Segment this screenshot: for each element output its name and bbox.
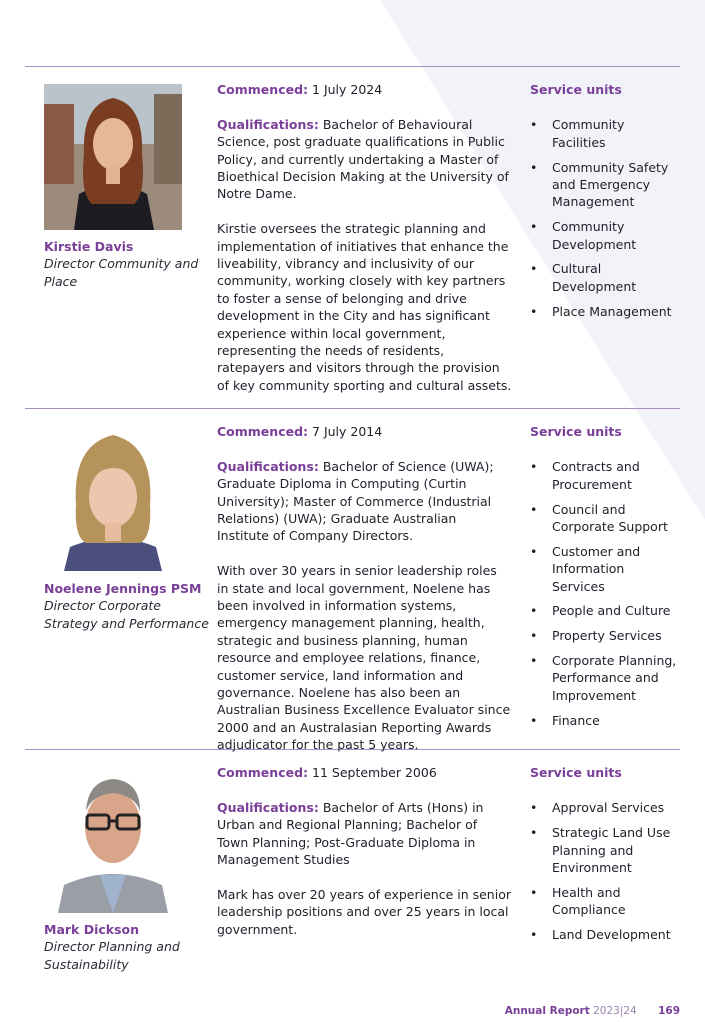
service-units-heading: Service units bbox=[530, 82, 622, 97]
profile-details bbox=[217, 423, 512, 771]
service-unit-item: • People and Culture bbox=[530, 602, 680, 619]
person-name: Kirstie Davis bbox=[44, 239, 134, 254]
profile-details bbox=[217, 81, 512, 412]
qualifications-label: Qualifications: bbox=[217, 458, 319, 474]
profile-details bbox=[217, 764, 512, 955]
service-unit-item: • Council and Corporate Support bbox=[530, 501, 680, 536]
qualifications-label: Qualifications: bbox=[217, 799, 319, 815]
bio-text: Mark has over 20 years of experience in senior leadership positions and over 25 years in local government. bbox=[217, 886, 511, 937]
service-unit-item: • Contracts and Procurement bbox=[530, 458, 680, 493]
page-number: 169 bbox=[658, 1005, 680, 1017]
commenced-date: 7 July 2014 bbox=[312, 424, 383, 439]
service-unit-item: • Strategic Land Use Planning and Environment bbox=[530, 824, 680, 876]
service-units bbox=[530, 423, 680, 736]
commenced-date: 11 September 2006 bbox=[312, 765, 437, 780]
qualifications-label: Qualifications: bbox=[217, 116, 319, 132]
service-unit-item: • Community Facilities bbox=[530, 116, 680, 151]
service-unit-item: • Community Development bbox=[530, 218, 680, 253]
service-unit-item: • Land Development bbox=[530, 926, 680, 943]
commenced-date: 1 July 2024 bbox=[312, 82, 383, 97]
portrait-photo bbox=[44, 767, 182, 913]
service-unit-item: • Cultural Development bbox=[530, 260, 680, 295]
divider bbox=[25, 66, 680, 67]
service-unit-item: • Approval Services bbox=[530, 799, 680, 816]
portrait-photo bbox=[44, 425, 182, 571]
person-role: Director Corporate Strategy and Performance bbox=[44, 598, 209, 631]
service-unit-item: • Finance bbox=[530, 712, 680, 729]
qualifications-text: Bachelor of Arts (Hons) in Urban and Regional Planning; Bachelor of Town Planning; Post-Graduate Diploma in Management Studies bbox=[217, 799, 484, 868]
qualifications-text: Bachelor of Science (UWA); Graduate Diploma in Computing (Curtin University); Master of Commerce (Industrial Relations) (UWA); Graduate Australian Institute of Company Directors. bbox=[217, 458, 494, 544]
service-unit-item: • Customer and Information Services bbox=[530, 543, 680, 595]
person-role: Director Planning and Sustainability bbox=[44, 939, 180, 972]
person-name: Noelene Jennings PSM bbox=[44, 581, 202, 596]
service-units-heading: Service units bbox=[530, 765, 622, 780]
person-name: Mark Dickson bbox=[44, 922, 140, 937]
service-unit-item: • Health and Compliance bbox=[530, 884, 680, 919]
service-unit-item: • Corporate Planning, Performance and Improvement bbox=[530, 652, 680, 704]
portrait-photo bbox=[44, 84, 182, 230]
bio-text: With over 30 years in senior leadership roles in state and local government, Noelene has been involved in information systems, emergency management planning, health, strategic and business planning, human resource and employee relations, finance, customer service, land information and governance. Noelene has also been an Australian Business Excellence Evaluator since 2000 and an Australasian Reporting Awards adjudicator for the past 5 years. bbox=[217, 563, 511, 753]
service-units bbox=[530, 81, 680, 327]
service-unit-item: • Property Services bbox=[530, 627, 680, 644]
commenced-label: Commenced: bbox=[217, 765, 309, 780]
page-footer bbox=[505, 1005, 680, 1017]
service-unit-item: • Community Safety and Emergency Management bbox=[530, 159, 680, 211]
service-units-heading: Service units bbox=[530, 424, 622, 439]
footer-report-title: Annual Report bbox=[504, 1005, 590, 1017]
commenced-label: Commenced: bbox=[217, 424, 309, 439]
person-role: Director Community and Place bbox=[44, 256, 199, 289]
service-units bbox=[530, 764, 680, 951]
service-unit-item: • Place Management bbox=[530, 303, 680, 320]
commenced-label: Commenced: bbox=[217, 82, 309, 97]
bio-text: Kirstie oversees the strategic planning and implementation of initiatives that enhance the liveability, vibrancy and inclusivity of our community, working closely with key partners to foster a sense of belonging and drive development in the City and has significant experience within local government, representing the needs of residents, ratepayers and visitors through the provision of key community sporting and cultural assets. bbox=[217, 221, 512, 393]
footer-years: 2023|24 bbox=[593, 1005, 637, 1017]
qualifications-text: Bachelor of Behavioural Science, post graduate qualifications in Public Policy, and currently undertaking a Master of Bioethical Decision Making at the University of Notre Dame. bbox=[217, 116, 509, 202]
